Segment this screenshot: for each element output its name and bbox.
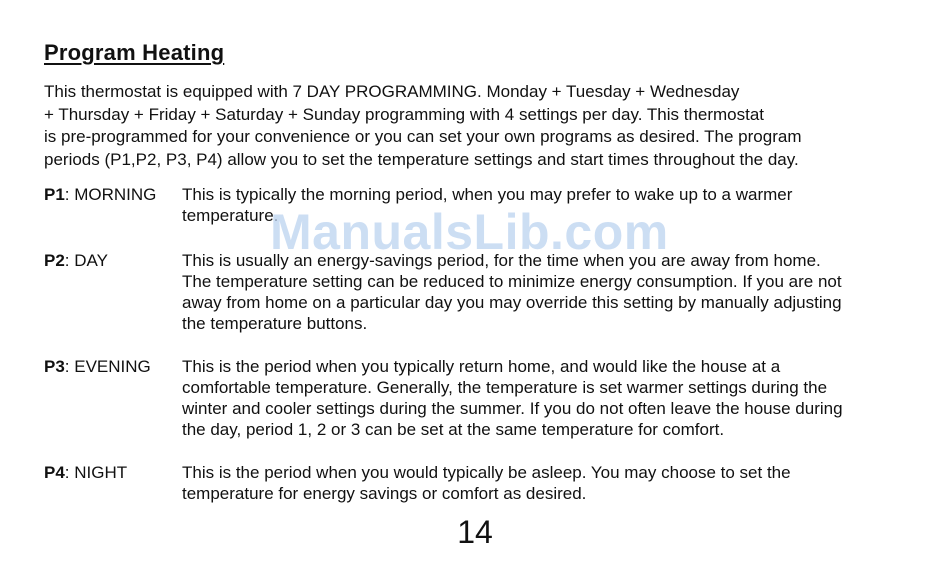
period-name: : NIGHT (64, 463, 128, 482)
description-line: This is typically the morning period, when you may prefer to wake up to a warmer (182, 185, 793, 204)
description-line: The temperature setting can be reduced to minimize energy consumption. If you are not (182, 272, 842, 291)
description-line: away from home on a particular day you may override this setting by manually adjusting (182, 293, 842, 312)
period-label (44, 184, 156, 205)
period-label (44, 356, 151, 377)
description-line: This is the period when you typically return home, and would like the house at a (182, 357, 781, 376)
period-description (182, 356, 912, 440)
intro-line: is pre-programmed for your convenience or you can set your own programs as desired. The program (44, 127, 802, 146)
period-code: P3 (44, 357, 65, 376)
page-number: 14 (457, 514, 493, 550)
watermark: ManualsLib.com (270, 204, 669, 260)
period-name: : EVENING (64, 357, 151, 376)
description-line: temperature for energy savings or comfort as desired. (182, 484, 587, 503)
period-description (182, 250, 912, 334)
description-line: the day, period 1, 2 or 3 can be set at the same temperature for comfort. (182, 420, 725, 439)
description-line: This is usually an energy-savings period, for the time when you are away from home. (182, 251, 821, 270)
period-name: : MORNING (64, 185, 157, 204)
intro-paragraph (44, 81, 914, 171)
period-code: P2 (44, 251, 65, 270)
intro-line: periods (P1,P2, P3, P4) allow you to set the temperature settings and start times throughout the day. (44, 149, 799, 169)
intro-line: + Thursday + Friday + Saturday + Sunday programming with 4 settings per day. This thermostat (44, 104, 765, 124)
page-title: Program Heating (44, 40, 225, 65)
description-line: comfortable temperature. Generally, the temperature is set warmer settings during the (182, 378, 828, 397)
description-line: the temperature buttons. (182, 314, 368, 333)
period-name: : DAY (64, 251, 108, 270)
period-description (182, 462, 912, 504)
intro-line: This thermostat is equipped with 7 DAY PROGRAMMING. Monday + Tuesday + Wednesday (44, 82, 740, 101)
period-label (44, 250, 108, 271)
period-code: P1 (44, 185, 65, 204)
description-line: temperature. (182, 206, 279, 225)
description-line: winter and cooler settings during the summer. If you do not often leave the house during (182, 399, 843, 418)
period-code: P4 (44, 463, 65, 482)
description-line: This is the period when you would typically be asleep. You may choose to set the (182, 463, 791, 482)
period-label (44, 462, 127, 483)
